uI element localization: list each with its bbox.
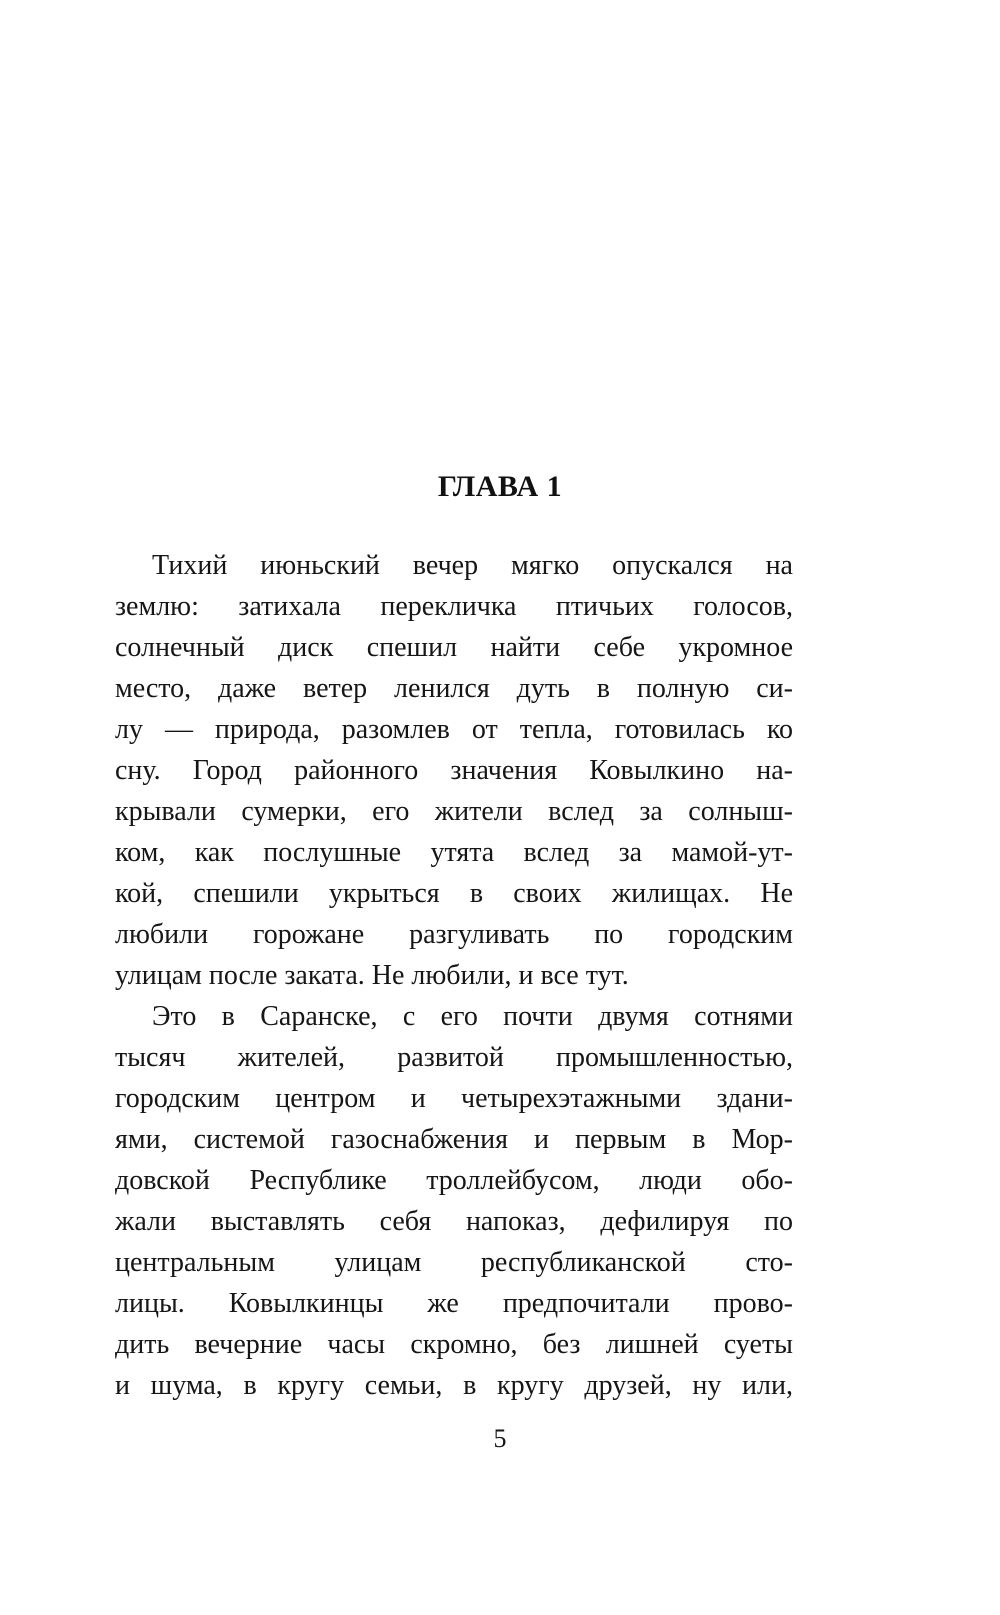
text-line: сну. Город районного значения Ковылкино на-	[115, 755, 793, 786]
text-line: жали выставлять себя напоказ, дефилируя по	[115, 1206, 793, 1237]
page-number: 5	[493, 1424, 507, 1453]
chapter-heading: ГЛАВА 1	[437, 470, 563, 503]
text-line: любили горожане разгуливать по городским	[115, 919, 793, 950]
text-line: лицы. Ковылкинцы же предпочитали прово-	[115, 1288, 793, 1319]
text-line: городским центром и четырехэтажными здани-	[115, 1083, 793, 1114]
text-line: тысяч жителей, развитой промышленностью,	[115, 1042, 793, 1073]
body-text	[115, 545, 793, 1406]
text-line: солнечный диск спешил найти себе укромное	[115, 632, 793, 663]
text-line: довской Республике троллейбусом, люди обо-	[115, 1165, 793, 1196]
text-line: место, даже ветер ленился дуть в полную си-	[115, 673, 793, 704]
text-line: лу — природа, разомлев от тепла, готовилась ко	[115, 714, 793, 745]
paragraph	[115, 996, 793, 1406]
text-line: ями, системой газоснабжения и первым в Мор-	[115, 1124, 793, 1155]
text-line: и шума, в кругу семьи, в кругу друзей, ну или,	[115, 1370, 793, 1401]
text-line: дить вечерние часы скромно, без лишней суеты	[115, 1329, 793, 1360]
text-line: улицам после заката. Не любили, и все тут.	[115, 960, 629, 991]
text-line: крывали сумерки, его жители вслед за солныш-	[115, 796, 793, 827]
text-line: центральным улицам республиканской сто-	[115, 1247, 793, 1278]
text-line: кой, спешили укрыться в своих жилищах. Не	[115, 878, 793, 909]
text-line: ком, как послушные утята вслед за мамой-ут-	[115, 837, 793, 868]
text-line: Это в Саранске, с его почти двумя сотнями	[152, 1001, 793, 1032]
text-line: Тихий июньский вечер мягко опускался на	[152, 550, 793, 581]
text-line: землю: затихала перекличка птичьих голосов,	[115, 591, 793, 622]
paragraph	[115, 545, 793, 996]
